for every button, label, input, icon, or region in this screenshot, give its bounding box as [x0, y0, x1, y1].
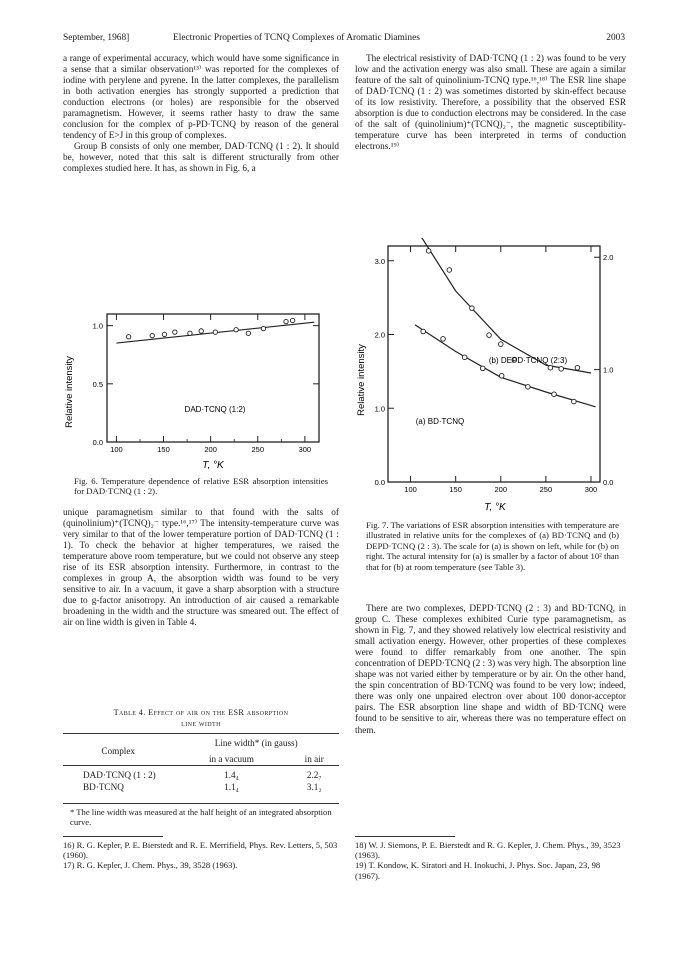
right-footnotes: [355, 840, 626, 881]
fig6-data-point: [173, 330, 177, 334]
right-column-top: [355, 54, 626, 153]
fig6-x-tick-label: 200: [204, 445, 217, 454]
fig6-ylabel: Relative intensity: [64, 356, 75, 428]
table-4-row2-air: 3.1₂: [306, 782, 322, 792]
fig7-data-point-series-a: [499, 373, 504, 378]
fig7-x-tick-label: 250: [539, 485, 553, 494]
fig6-data-point: [126, 335, 130, 339]
table-4-footnote: * The line width was measured at the half height of an integrated absorption curve.: [70, 807, 332, 828]
footnote-19: 19) T. Kondow, K. Siratori and H. Inokuchi, J. Phys. Soc. Japan, 23, 98 (1967).: [355, 860, 601, 881]
fig7-ylabel: Relative intensity: [356, 344, 367, 416]
right-footnote-rule: [355, 836, 455, 837]
table-4-row1-air: 2.2₇: [306, 770, 322, 780]
fig7-data-point-series-a: [421, 329, 426, 334]
fig6-x-tick-label: 100: [110, 445, 123, 454]
fig7-data-point-series-a: [441, 337, 446, 342]
table-4-title: Table 4. Effect of air on the ESR absorption line width: [113, 708, 289, 728]
table-4-header-complex: Complex: [101, 746, 136, 756]
fig7-data-point-series-b: [487, 333, 492, 338]
fig7-label-series-a: (a) BD·TCNQ: [415, 417, 465, 426]
footnote-18: 18) W. J. Siemons, P. E. Bierstedt and R. G. Kepler, J. Chem. Phys., 39, 3523 (1963).: [355, 840, 621, 861]
fig6-data-point: [234, 328, 238, 332]
left-footnotes: [63, 840, 339, 871]
fig7-x-tick-label: 100: [404, 485, 417, 494]
table-4-row1-vacuum: 1.4₄: [224, 770, 239, 780]
fig6-data-point: [290, 318, 294, 322]
fig7-y-tick-label-left: 1.0: [374, 404, 385, 414]
fig6-y-tick-label: 1.0: [92, 321, 103, 331]
table-4: [63, 737, 339, 793]
fig7-label-series-b: (b) DEPD·TCNQ (2:3): [488, 356, 568, 365]
table-4-header-vacuum: in a vacuum: [208, 754, 254, 764]
fig6-annotation: DAD·TCNQ (1:2): [184, 405, 246, 414]
fig6-x-tick-label: 250: [251, 445, 265, 454]
footnote-16: 16) R. G. Kepler, P. E. Bierstedt and R. E. Merrifield, Phys. Rev. Letters, 5, 503 (1960).: [63, 840, 338, 861]
fig7-data-point-series-a: [526, 385, 531, 390]
fig7-y-tick-label-right: 0.0: [603, 478, 614, 487]
fig7-data-point-series-a: [552, 392, 557, 397]
fig6-y-tick-label: 0.0: [92, 438, 103, 447]
fig7-data-point-series-b: [447, 268, 452, 273]
header-page-number: 2003: [606, 33, 625, 43]
fig7-data-point-series-a: [572, 399, 577, 404]
fig7-y-tick-label-left: 0.0: [374, 478, 385, 487]
fig6-data-point: [261, 326, 265, 330]
fig7-y-tick-label-right: 2.0: [603, 253, 614, 263]
fig7-data-point-series-b: [470, 306, 475, 311]
fig7-data-point-series-a: [480, 366, 485, 371]
right-column-bottom: [355, 604, 626, 737]
fig6-data-point: [246, 331, 250, 335]
fig6-x-tick-label: 300: [298, 445, 312, 454]
table-4-row2-complex: BD·TCNQ: [83, 782, 124, 792]
fig7-y-tick-label-left: 3.0: [374, 256, 385, 266]
table-4-row1-complex: DAD·TCNQ (1 : 2): [83, 770, 156, 780]
fig6-xlabel: T, °K: [202, 460, 224, 471]
fig7-y-tick-label-right: 1.0: [603, 365, 614, 375]
header-title: Electronic Properties of TCNQ Complexes of Aromatic Diamines: [173, 33, 420, 43]
table-4-header-linewidth: Line width* (in gauss): [214, 738, 298, 748]
paragraph-parallelism: a range of experimental accuracy, which would have some significance in a sense that a similar observation¹³⁾ was reported for the complexes of iodine with perylene and pyrene. In the latter complexes, the parallelism in both activation energies has strongly supported a prediction that conduction electrons (or holes) are responsible for the observed paramagnetism. However, it seems rather hasty to draw the same conclusion for the complex of p-PD·TCNQ by reason of the general tendency of E>J in this group of complexes.: [63, 54, 339, 142]
fig7-data-point-series-b: [548, 365, 553, 370]
paragraph-paramagnetism: unique paramagnetism similar to that found with the salts of (quinolinium)⁺(TCNQ)₂⁻ type.¹⁶,¹⁷⁾ The intensity-temperature curve was very similar to that of the lower temperature portion of DAD·TCNQ (1 : 1). To check the behavior at higher temperatures, we raised the temperature above room temperature, but we could not observe any steep rise of its ESR absorption intensity. Furthermore, in contrast to the complexes in group A, the absorption width was found to be very sensitive to air. In a vacuum, it gave a sharp absorption with a structure due to g-factor anisotropy. An introduction of air caused a remarkable broadening in the width and the structure was smeared out. The effect of air on line width is given in Table 4.: [63, 508, 339, 629]
footnote-17: 17) R. G. Kepler, J. Chem. Phys., 39, 3528 (1963).: [63, 860, 238, 871]
fig6-data-point: [150, 333, 154, 337]
fig7-y-tick-label-left: 2.0: [374, 330, 385, 340]
fig7-data-point-series-a: [462, 355, 467, 360]
left-column-top: [63, 54, 339, 176]
figure-6-chart: [63, 300, 339, 472]
fig7-curve-series-b: [421, 238, 591, 373]
fig6-data-point: [213, 330, 217, 334]
paragraph-group-c: There are two complexes, DEPD·TCNQ (2 : 3) and BD·TCNQ, in group C. These complexes exhibited Curie type paramagnetism, as shown in Fig. 7, and they showed relatively low electrical resistivity and small activation energy. However, other properties of these complexes were found to differ remarkably from one another. The spin concentration of DEPD·TCNQ (2 : 3) was very high. The absorption line shape was not varied either by temperature or by air. On the other hand, the spin concentration of BD·TCNQ was found to be very low; indeed, there was only one unpaired electron over about 100 donor-acceptor pairs. The ESR absorption line shape and width of BD·TCNQ were found to be sensitive to air, whereas there was no temperature effect on them.: [355, 604, 626, 736]
fig6-data-point: [162, 332, 166, 336]
fig7-x-tick-label: 300: [584, 485, 598, 494]
fig6-data-point: [199, 329, 203, 333]
figure-7-chart: [355, 238, 626, 514]
fig6-data-point: [188, 331, 192, 335]
figure-7-caption: Fig. 7. The variations of ESR absorption intensities with temperature are illustrated in relative units for the complexes of (a) BD·TCNQ and (b) DEPD·TCNQ (2 : 3). The scale for (a) is shown on left, while for (b) on right. The actural intensity for (a) is smaller by a factor of about 10² than that for (b) at room temperature (see Table 3).: [366, 520, 619, 572]
fig7-data-point-series-b: [426, 249, 431, 254]
fig7-x-tick-label: 150: [449, 485, 462, 494]
fig7-data-point-series-b: [498, 342, 503, 347]
fig6-x-tick-label: 150: [157, 445, 170, 454]
header-date: September, 1968]: [63, 33, 130, 43]
fig7-data-point-series-b: [575, 365, 580, 370]
figure-6-caption: Fig. 6. Temperature dependence of relative ESR absorption intensities for DAD·TCNQ (1 : 2).: [74, 476, 328, 497]
fig7-x-tick-label: 200: [494, 485, 508, 494]
fig7-xlabel: T, °K: [484, 502, 506, 513]
fig6-data-point: [284, 319, 288, 323]
paragraph-resistivity: The electrical resistivity of DAD·TCNQ (1 : 2) was found to be very low and the activation energy was also small. These are again a similar feature of the salt of quinolinium-TCNQ type.¹⁶,¹⁸⁾ The ESR line shape of DAD·TCNQ (1 : 2) was sometimes distorted by skin-effect because of its low resistivity. Therefore, a possibility that the observed ESR absorption is due to conduction electrons may be considered. In the case of the salt of (quinolinium)⁺(TCNQ)₂⁻, the magnetic susceptibility-temperature curve has been interpreted in terms of conduction electrons.¹⁹⁾: [355, 54, 626, 153]
table-4-bottom-rule: [63, 803, 339, 804]
fig6-y-tick-label: 0.5: [92, 379, 103, 389]
fig7-data-point-series-b: [559, 367, 564, 372]
table-4-row2-vacuum: 1.1₄: [224, 782, 239, 792]
table-4-header-air: in air: [304, 754, 324, 764]
left-footnote-rule: [63, 836, 163, 837]
left-column-bottom: [63, 508, 339, 630]
table-4-top-rule: [63, 733, 339, 734]
paragraph-group-b: Group B consists of only one member, DAD·TCNQ (1 : 2). It should be, however, noted that this salt is different structurally from other complexes studied here. It has, as shown in Fig. 6, a: [63, 142, 339, 175]
